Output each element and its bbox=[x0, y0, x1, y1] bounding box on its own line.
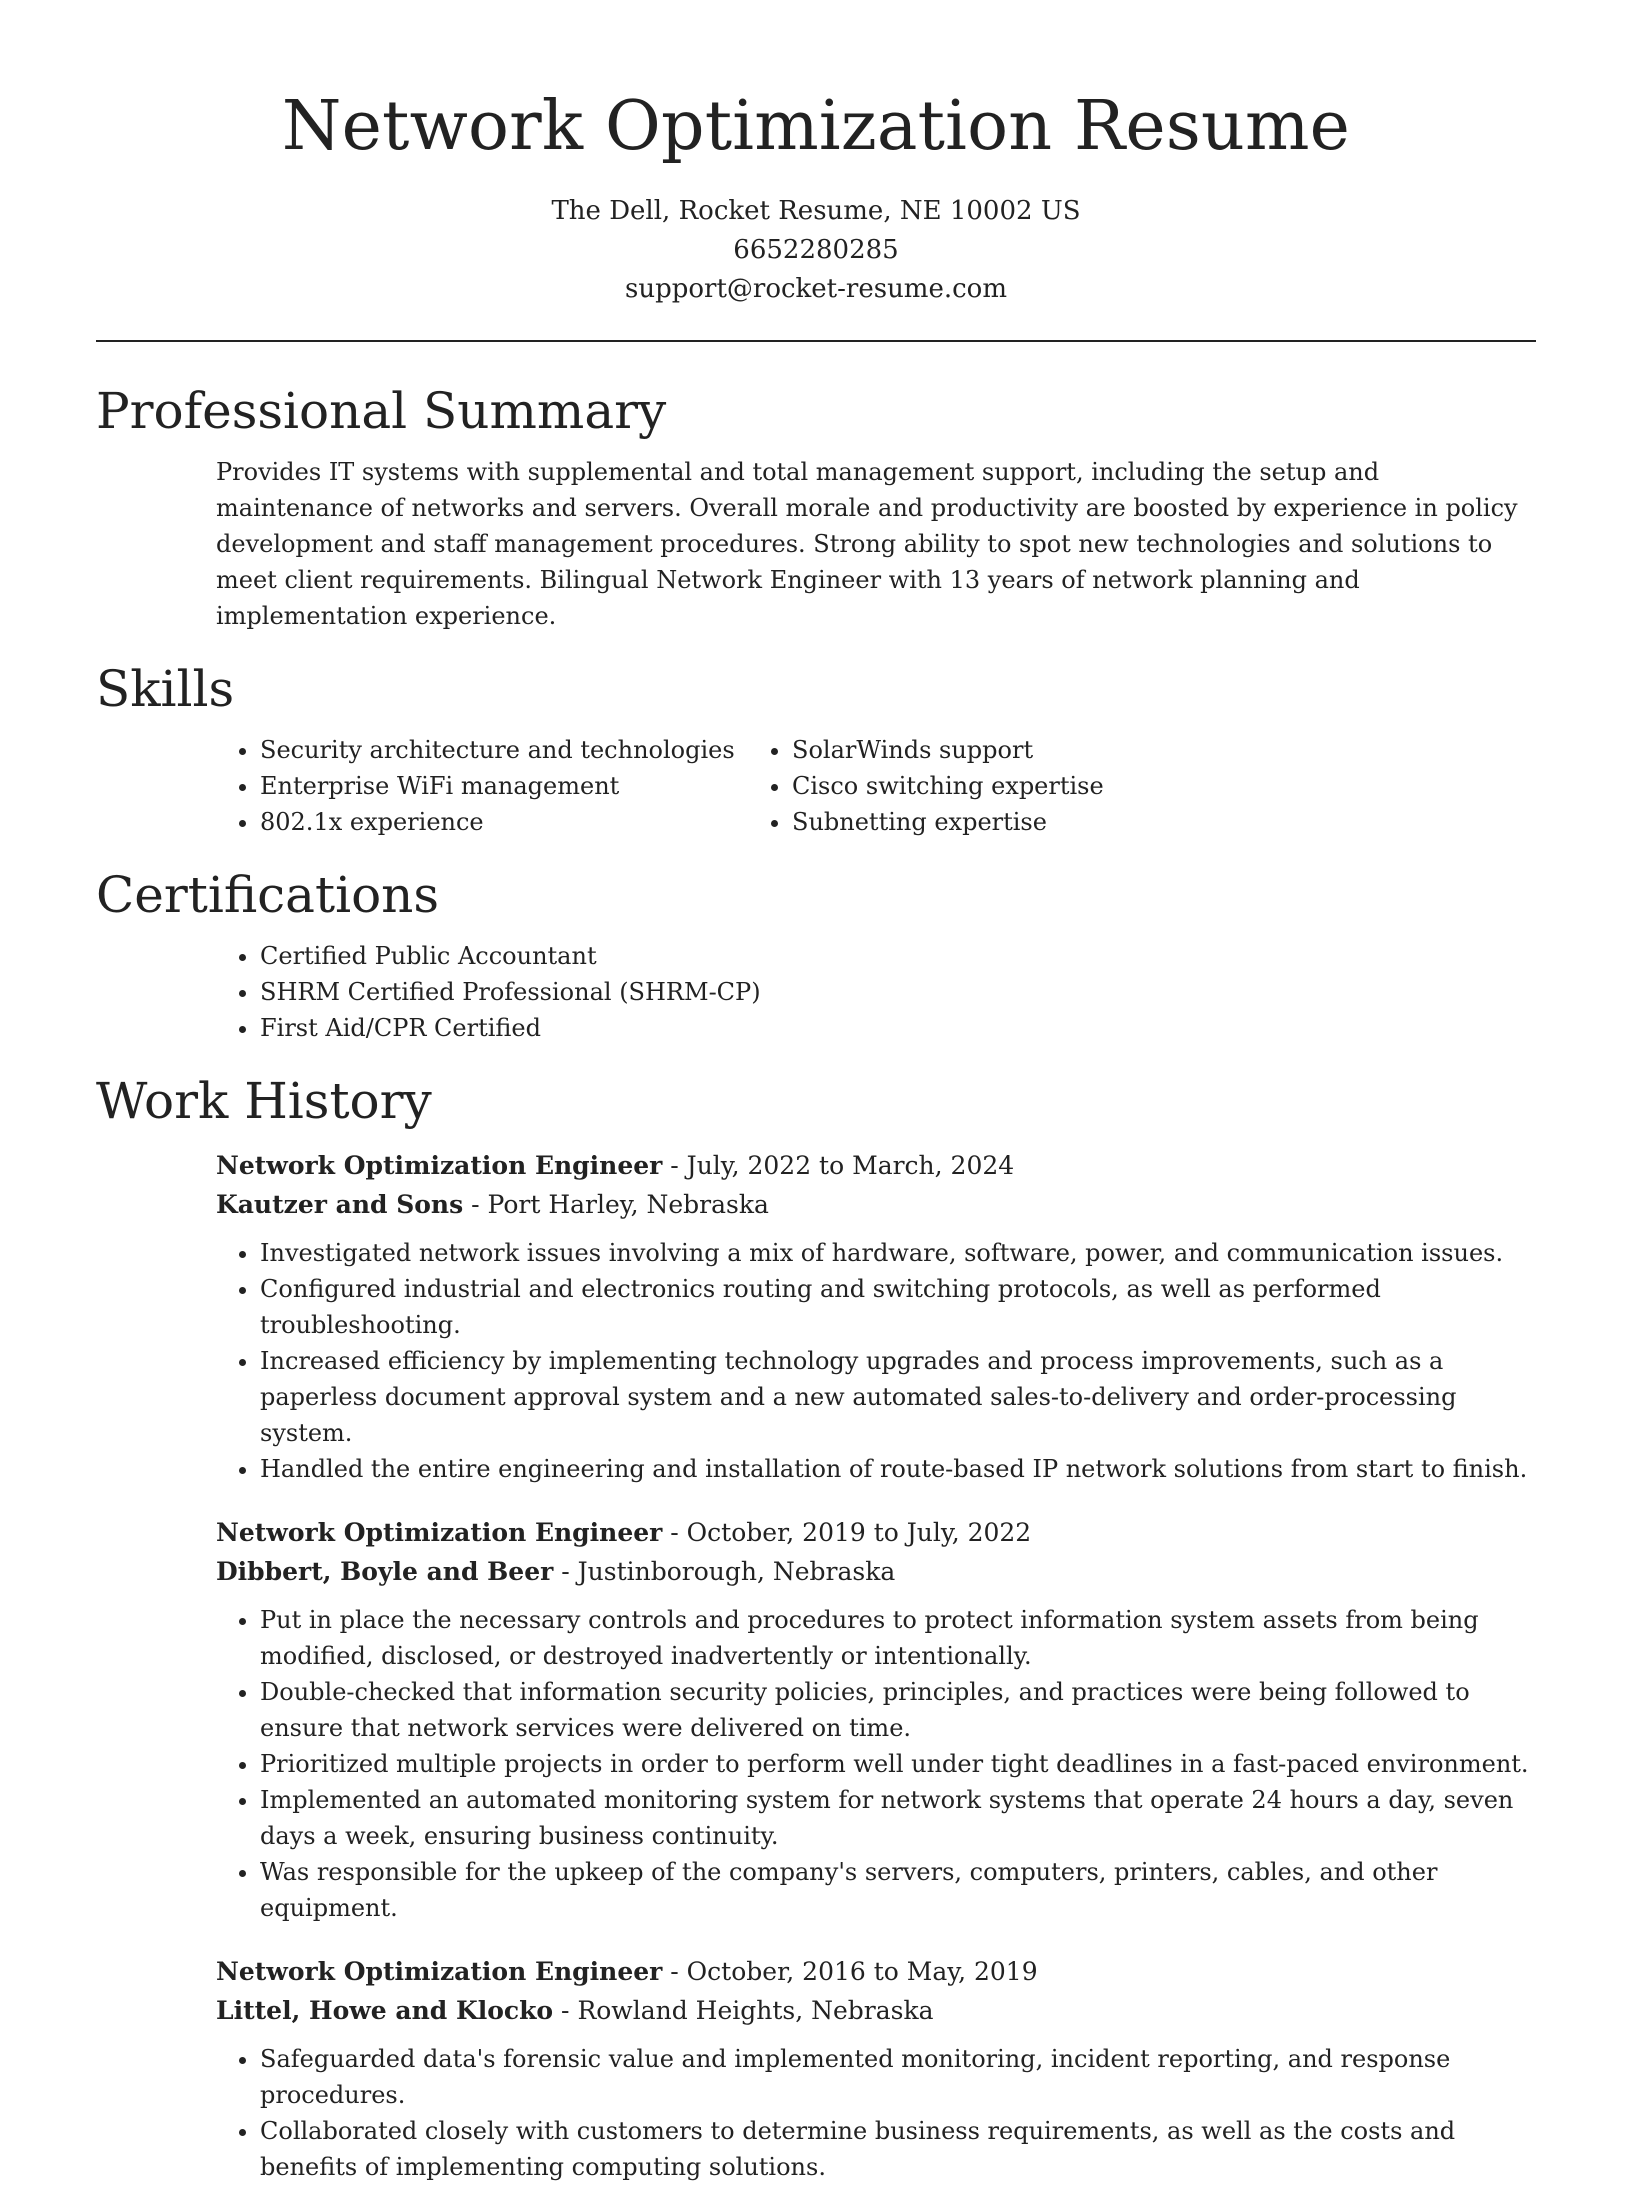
job-title-line bbox=[216, 1513, 1536, 1552]
job-company: Dibbert, Boyle and Beer bbox=[216, 1557, 554, 1586]
separator: - bbox=[553, 1996, 578, 2025]
job-title: Network Optimization Engineer bbox=[216, 1518, 663, 1547]
job-bullets bbox=[96, 1235, 1536, 1487]
contact-block bbox=[0, 192, 1632, 309]
email: support@rocket-resume.com bbox=[624, 274, 1007, 304]
job-title-line bbox=[216, 1146, 1536, 1185]
job-bullets bbox=[96, 2041, 1536, 2185]
work-history-heading: Work History bbox=[96, 1072, 432, 1130]
separator: - bbox=[553, 1557, 578, 1586]
job-location: Justinborough, Nebraska bbox=[577, 1557, 896, 1586]
resume-header bbox=[0, 0, 1632, 309]
job-bullet: • Configured industrial and electronics routing and switching protocols, as well as performed troubleshooting. bbox=[260, 1271, 1536, 1343]
certifications-section bbox=[96, 864, 1536, 1046]
skill-item: • Cisco switching expertise bbox=[792, 768, 1446, 804]
skills-column-2 bbox=[746, 732, 1446, 840]
job-location: Rowland Heights, Nebraska bbox=[577, 1996, 934, 2025]
job-bullet: • Prioritized multiple projects in order to perform well under tight deadlines in a fast-paced environment. bbox=[260, 1746, 1536, 1782]
job-dates: July, 2022 to March, 2024 bbox=[686, 1151, 1015, 1180]
address: The Dell, Rocket Resume, NE 10002 US bbox=[551, 196, 1081, 226]
job-bullet: • Implemented an automated monitoring system for network systems that operate 24 hours a day, seven days a week, ensuring business continuity. bbox=[260, 1782, 1536, 1854]
job-company: Littel, Howe and Klocko bbox=[216, 1996, 554, 2025]
certification-item: • Certified Public Accountant bbox=[260, 938, 1536, 974]
certification-item: • SHRM Certified Professional (SHRM-CP) bbox=[260, 974, 1536, 1010]
certifications-heading: Certifications bbox=[96, 866, 440, 924]
job-bullet: • Was responsible for the upkeep of the company's servers, computers, printers, cables, and other equipment. bbox=[260, 1854, 1536, 1926]
skill-item: • 802.1x experience bbox=[260, 804, 746, 840]
separator: - bbox=[463, 1190, 488, 1219]
work-history-section bbox=[96, 1070, 1536, 2185]
job-title-line bbox=[216, 1952, 1536, 1991]
job-title: Network Optimization Engineer bbox=[216, 1151, 663, 1180]
skill-item: • Subnetting expertise bbox=[792, 804, 1446, 840]
job-dates: October, 2019 to July, 2022 bbox=[686, 1518, 1032, 1547]
skill-item: • Security architecture and technologies bbox=[260, 732, 746, 768]
certifications-list bbox=[96, 938, 1536, 1046]
skills-heading: Skills bbox=[96, 660, 235, 718]
certification-item: • First Aid/CPR Certified bbox=[260, 1010, 1536, 1046]
job-bullet: • Investigated network issues involving a mix of hardware, software, power, and communication issues. bbox=[260, 1235, 1536, 1271]
job-entry bbox=[96, 1952, 1536, 2185]
skills-grid bbox=[96, 732, 1536, 840]
job-entry bbox=[96, 1513, 1536, 1926]
job-entry bbox=[96, 1146, 1536, 1487]
job-bullet: • Put in place the necessary controls and procedures to protect information system assets from being modified, disclosed, or destroyed inadvertently or intentionally. bbox=[260, 1602, 1536, 1674]
phone: 6652280285 bbox=[733, 235, 899, 265]
job-company-line bbox=[216, 1552, 1536, 1591]
job-dates: October, 2016 to May, 2019 bbox=[686, 1957, 1038, 1986]
skills-section bbox=[96, 658, 1536, 840]
separator: - bbox=[662, 1518, 687, 1547]
job-title: Network Optimization Engineer bbox=[216, 1957, 663, 1986]
job-bullet: • Collaborated closely with customers to determine business requirements, as well as the costs and benefits of implementing computing solutions. bbox=[260, 2113, 1536, 2185]
skills-column-1 bbox=[96, 732, 746, 840]
job-bullet: • Safeguarded data's forensic value and implemented monitoring, incident reporting, and response procedures. bbox=[260, 2041, 1536, 2113]
separator: - bbox=[662, 1957, 687, 1986]
job-bullet: • Double-checked that information security policies, principles, and practices were being followed to ensure that network services were delivered on time. bbox=[260, 1674, 1536, 1746]
job-company-line bbox=[216, 1185, 1536, 1224]
skill-item: • SolarWinds support bbox=[792, 732, 1446, 768]
job-bullet: • Handled the entire engineering and installation of route-based IP network solutions from start to finish. bbox=[260, 1451, 1536, 1487]
resume-title: Network Optimization Resume bbox=[281, 87, 1351, 166]
summary-heading: Professional Summary bbox=[96, 382, 667, 440]
header-divider bbox=[96, 340, 1536, 342]
summary-section bbox=[96, 380, 1536, 634]
summary-text: Provides IT systems with supplemental and total management support, including the setup and maintenance of networks and servers. Overall morale and productivity are boosted by experience in policy development and staff management procedures. Strong ability to spot new technologies and solutions to meet client requirements. Bilingual Network Engineer with 13 years of network planning and implementation experience. bbox=[216, 458, 1518, 630]
job-bullets bbox=[96, 1602, 1536, 1926]
separator: - bbox=[662, 1151, 687, 1180]
skill-item: • Enterprise WiFi management bbox=[260, 768, 746, 804]
job-company-line bbox=[216, 1991, 1536, 2030]
job-company: Kautzer and Sons bbox=[216, 1190, 464, 1219]
job-location: Port Harley, Nebraska bbox=[487, 1190, 769, 1219]
job-bullet: • Increased efficiency by implementing technology upgrades and process improvements, such as a paperless document approval system and a new automated sales-to-delivery and order-processing system. bbox=[260, 1343, 1536, 1451]
